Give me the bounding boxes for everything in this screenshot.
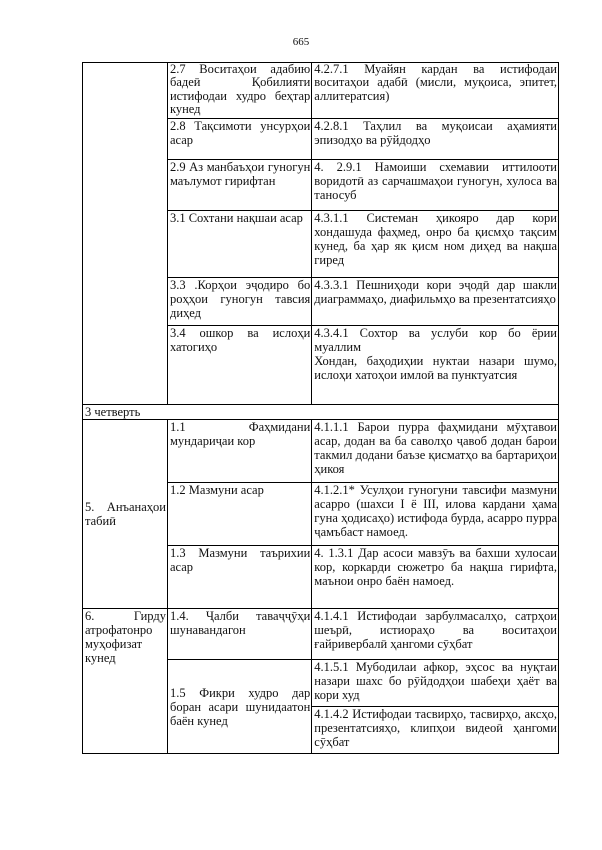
table-row [83,609,559,660]
curriculum-table [82,62,559,754]
topic-cell: 1.2 Мазмуни асар [167,483,311,546]
topic-cell: 3.1 Сохтани нақшаи асар [167,211,311,278]
quarter-row [83,405,559,420]
outcome-cell: 4.1.4.2 Истифодаи тасвирҳо, тасвирҳо, аксҳо, презентатсияҳо, клипҳои видеоӣ ҳангоми сӯҳбат [312,707,559,754]
outcome-cell: 4.3.1.1 Системан ҳикояро дар кори хондашуда фаҳмед, онро ба қисмҳо тақсим кунед, ба ҳар як қисм ном диҳед ва нақша гиред [312,211,559,278]
theme-cell-empty [83,63,168,405]
topic-cell: 2.7 Воситаҳои адабию бадеӣ Қобилияти истифодаи худро беҳтар кунед [167,63,311,119]
outcome-cell: 4.1.5.1 Мубодилаи афкор, эҳсос ва нуқтаи назари шахс бо рӯйдодҳои шабеҳи ҳаёт ва кори худ [312,660,559,707]
topic-cell: 3.3 .Корҳои эҷодиро бо роҳҳои гуногун тавсия диҳед [167,278,311,326]
quarter-label: 3 четверть [83,405,559,420]
topic-cell: 1.3 Мазмуни таърихии асар [167,546,311,609]
outcome-cell: 4.1.2.1* Усулҳои гуногуни тавсифи мазмуни асарро (шахси I ё III, илова кардани ҳама гуна ҳодисаҳо) истифода бурда, асарро пурра ҷамъбаст намоед. [312,483,559,546]
topic-cell: 3.4 ошкор ва ислоҳи хатогиҳо [167,326,311,405]
theme-cell: 5. Анъанаҳои табиӣ [83,420,168,609]
outcome-cell: 4. 2.9.1 Намоиши схемавии иттилооти воридотӣ аз сарчашмаҳои гуногун, хулоса ва таносуб [312,160,559,211]
table-row [83,63,559,119]
outcome-cell: 4.2.7.1 Муайян кардан ва истифодаи воситаҳои адабӣ (мисли, муқоиса, эпитет, аллитератсия) [312,63,559,119]
outcome-cell: 4. 1.3.1 Дар асоси мавзӯъ ва бахши хулосаи кор, коркарди сюжетро ба нақша гирифта, маънои онро баён намоед. [312,546,559,609]
topic-cell: 2.8 Тақсимоти унсурҳои асар [167,119,311,160]
theme-cell: 6. Гирду атрофатонро муҳофизат кунед [83,609,168,754]
outcome-cell: 4.2.8.1 Таҳлил ва муқоисаи аҳамияти эпизодҳо ва рӯйдодҳо [312,119,559,160]
outcome-cell: 4.3.3.1 Пешниҳоди кори эҷодӣ дар шакли диаграммаҳо, диафильмҳо ва презентатсияҳо [312,278,559,326]
topic-cell: 2.9 Аз манбаъҳои гуногун маълумот гирифтан [167,160,311,211]
topic-cell: 1.4. Ҷалби таваҷҷӯҳи шунавандагон [167,609,311,660]
table-row [83,420,559,483]
topic-cell: 1.5 Фикри худро дар боран асари шунидаатон баён кунед [167,660,311,754]
outcome-line: Хондан, баҳодиҳии нуктаи назари шумо, ислоҳи хатоҳои имлоӣ ва пунктуатсия [314,354,557,382]
outcome-cell [312,326,559,405]
outcome-cell: 4.1.1.1 Барои пурра фаҳмидани мӯҳтавои асар, додан ва ба саволҳо ҷавоб додан барои такмил додани баъзе қисматҳо ва бартариҳои ҳикоя [312,420,559,483]
outcome-cell: 4.1.4.1 Истифодаи зарбулмасалҳо, сатрҳои шеърӣ, истиораҳо ва воситаҳои ғайривербалӣ ҳангоми сӯҳбат [312,609,559,660]
page-number: 665 [292,36,310,48]
outcome-line: 4.3.4.1 Сохтор ва услуби кор бо ёрии муаллим [314,326,557,354]
topic-cell: 1.1 Фаҳмидани мундариҷаи кор [167,420,311,483]
